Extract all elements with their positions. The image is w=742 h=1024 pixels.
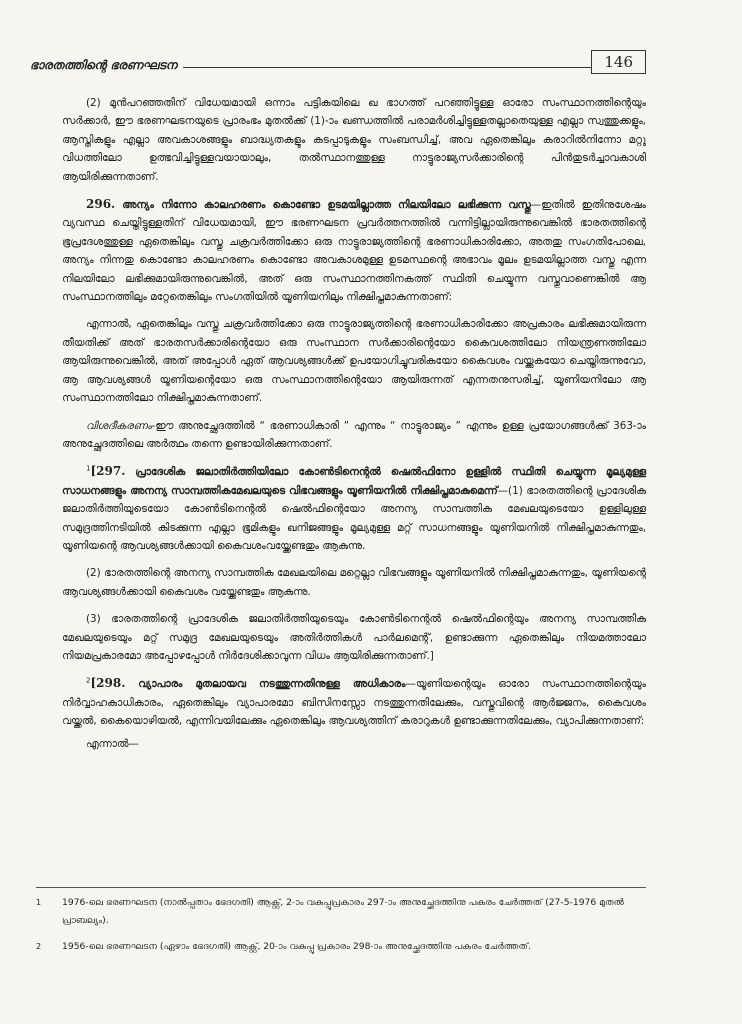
page-number: 146	[591, 50, 646, 74]
footnote-mark: 2	[36, 942, 42, 951]
section-297	[62, 462, 646, 555]
section-297-clause-3	[62, 610, 646, 665]
section-text: —ഇതിൽ ഇതിനുശേഷം വ്യവസ്ഥ ചെയ്തിട്ടുള്ളതിന് വിധേയമായി, ഈ ഭരണഘടന പ്രവർത്തനത്തിൽ വന്നിട്ടില്ലായിരുന്നുവെങ്കിൽ ഭാരതത്തിന്റെ ഭൂപ്രദേശത്തുള്ള ഏതെങ്കിലും വസ്തു ചക്രവർത്തിക്കോ ഒരു നാട്ടുരാജ്യത്തിന്റെ ഭരണാധികാരിക്കോ, അതതു സംഗതിപോലെ, അന്യം നിന്നതു കൊണ്ടോ കാലഹരണം കൊണ്ടോ അവകാശമുള്ള ഉടമസ്ഥന്റെ അഭാവം മൂലം ഉടമയില്ലാത്ത വസ്തു എന്ന നിലയിലോ ലഭിക്കുമായിരുന്നുവെങ്കിൽ, അത് ഒരു സംസ്ഥാനത്തിനകത്ത് സ്ഥിതി ചെയ്യുന്ന വസ്തുവാണെങ്കിൽ ആ സംസ്ഥാനത്തിലും മറ്റേതെങ്കിലും സംഗതിയിൽ യൂണിയനിലും നിക്ഷിപ്തമാകുന്നതാണ്:	[62, 199, 646, 304]
header-rule	[183, 67, 646, 68]
section-number: [297.	[90, 464, 126, 479]
section-heading: അന്യം നിന്നോ കാലഹരണം കൊണ്ടോ ഉടമയില്ലാത്ത നിലയിലോ ലഭിക്കുന്ന വസ്തു	[122, 199, 531, 212]
section-number: [298.	[90, 676, 126, 691]
section-heading: വ്യാപാരം മുതലായവ നടത്തുന്നതിനുള്ള അധികാരം	[138, 678, 406, 691]
section-296	[62, 195, 646, 306]
clause-text: മുൻപറഞ്ഞതിന് വിധേയമായി ഒന്നാം പട്ടികയിലെ ഖ ഭാഗത്ത് പറഞ്ഞിട്ടുള്ള ഓരോ സംസ്ഥാനത്തിന്റെയും സർക്കാർ, ഈ ഭരണഘടനയുടെ പ്രാരംഭം മുതൽക്ക് (1)-ാം ഖണ്ഡത്തിൽ പരാമർശിച്ചിട്ടുള്ളതല്ലാതെയുള്ള എല്ലാ സ്വത്തുക്കളും, ആസ്തികളും എല്ലാ അവകാശങ്ങളും ബാദ്ധ്യതകളും കടപ്പാടുകളും സംബന്ധിച്ച്, അവ ഏതെങ്കിലും കരാറിൽനിന്നോ മറ്റു വിധത്തിലോ ഉത്ഭവിച്ചിട്ടുള്ളവയായാലും, തൽസ്ഥാനത്തുള്ള നാട്ടുരാജ്യസർക്കാരിന്റെ പിൻതുടർച്ചാവകാശി ആയിരിക്കുന്നതാണ്.	[62, 97, 646, 183]
footnote-ref: 2	[86, 676, 91, 685]
footnotes	[36, 894, 646, 964]
footnote-mark: 1	[36, 898, 42, 907]
clause-number: (2)	[86, 97, 101, 109]
section-298-proviso: എന്നാൽ—	[86, 737, 139, 750]
explanation	[62, 417, 646, 454]
section-text: —(1) ഭാരതത്തിന്റെ പ്രാദേശിക ജലാതിർത്തിയുടെയോ കോൺടിനെന്റൽ ഷെൽഫിന്റെയോ അനന്യ സാമ്പത്തിക മേഖലയുടെയോ ഉള്ളിലുള്ള സമുദ്രത്തിനടിയിൽ കിടക്കുന്ന എല്ലാ ഭൂമികളും ഖനിജങ്ങളും മൂല്യമുള്ള മറ്റ് സാധനങ്ങളും യൂണിയനിൽ നിക്ഷിപ്തമാകുന്നതും, യൂണിയന്റെ ആവശ്യങ്ങൾക്കായി കൈവശംവയ്ക്കേണ്ടതും ആകുന്നു.	[62, 484, 646, 552]
explanation-label: വിശദീകരണം	[86, 419, 152, 432]
page-body	[62, 94, 646, 753]
footnote-rule	[36, 887, 646, 888]
paragraph-clause-2	[62, 94, 646, 186]
footnote-ref: 1	[86, 464, 91, 473]
section-296-proviso: എന്നാൽ, ഏതെങ്കിലും വസ്തു ചക്രവർത്തിക്കോ ഒരു നാട്ടുരാജ്യത്തിന്റെ ഭരണാധികാരിക്കോ അപ്രകാരം ലഭിക്കുമായിരുന്ന തീയതിക്ക് അത് ഭാരതസർക്കാരിന്റെയോ ഒരു സംസ്ഥാന സർക്കാരിന്റെയോ കൈവശത്തിലോ നിയന്ത്രണത്തിലോ ആയിരുന്നുവെങ്കിൽ, അത് അപ്പോൾ ഏത് ആവശ്യങ്ങൾക്ക് ഉപയോഗിച്ചുവരികയോ കൈവശം വയ്ക്കുകയോ ചെയ്തിരുന്നുവോ, ആ ആവശ്യങ്ങൾ യൂണിയന്റെയോ ഒരു സംസ്ഥാനത്തിന്റെയോ ആയിരുന്നത് എന്നതനുസരിച്ച്, യൂണിയനിലോ ആ സംസ്ഥാനത്തിലോ നിക്ഷിപ്തമാകുന്നതാണ്.	[62, 318, 646, 405]
section-297-clause-2	[62, 564, 646, 601]
section-text: —യൂണിയന്റെയും ഓരോ സംസ്ഥാനത്തിന്റെയും നിർവ്വാഹകാധികാരം, ഏതെങ്കിലും വ്യാപാരമോ ബിസിനസ്സോ നടത്തുന്നതിലേക്കും, വസ്തുവിന്റെ ആർജ്ജനം, കൈവശം വയ്ക്കൽ, കൈയൊഴിയൽ, എന്നിവയിലേക്കും ഏതെങ്കിലും ആവശ്യത്തിന് കരാറുകൾ ഉണ്ടാക്കുന്നതിലേക്കും, വ്യാപിക്കുന്നതാണ്:	[62, 678, 646, 728]
section-heading: പ്രാദേശിക ജലാതിർത്തിയിലോ കോൺടിനെന്റൽ ഷെൽഫിനോ ഉള്ളിൽ സ്ഥിതി ചെയ്യുന്ന മൂല്യമുള്ള സാധനങ്ങളും അനന്യ സാമ്പത്തികമേഖലയുടെ വിഭവങ്ങളും യൂണിയനിൽ നിക്ഷിപ്തമാകുമെന്ന്	[62, 466, 646, 497]
clause-text: ഭാരതത്തിന്റെ അനന്യ സാമ്പത്തിക മേഖലയിലെ മറ്റെല്ലാ വിഭവങ്ങളും യൂണിയനിൽ നിക്ഷിപ്തമാകുന്നതും, യൂണിയന്റെ ആവശ്യങ്ങൾക്കായി കൈവശം വയ്ക്കേണ്ടതും ആകുന്നു.	[62, 567, 646, 598]
footnote-text: 1976-ലെ ഭരണഘടന (നാൽപ്പതാം ഭേദഗതി) ആക്റ്റ്, 2-ാം വകുപ്പുപ്രകാരം 297-ാം അനുച്ഛേദത്തിനു പകരം ചേർത്തത് (27-5-1976 മുതൽ പ്രാബല്യം).	[62, 897, 624, 926]
section-298	[62, 674, 646, 730]
footnote-text: 1956-ലെ ഭരണഘടന (ഏഴാം ഭേദഗതി) ആക്റ്റ്, 20-ാം വകുപ്പു പ്രകാരം 298-ാം അനുച്ഛേദത്തിനു പകരം ചേർത്തത്.	[62, 941, 532, 952]
footnote-item	[36, 894, 646, 930]
running-title: ഭാരതത്തിന്റെ ഭരണഘടന	[30, 58, 177, 72]
page-header	[30, 58, 646, 73]
clause-number: (2)	[86, 567, 101, 580]
footnote-item	[36, 938, 646, 956]
section-number: 296.	[86, 197, 116, 212]
explanation-text: -ഈ അനുച്ഛേദത്തിൽ “ ഭരണാധികാരി ” എന്നും “ നാട്ടുരാജ്യം ” എന്നും ഉള്ള പ്രയോഗങ്ങൾക്ക് 363-ാം അനുച്ഛേദത്തിലെ അർത്ഥം തന്നെ ഉണ്ടായിരിക്കുന്നതാണ്.	[62, 419, 646, 450]
clause-text: ഭാരതത്തിന്റെ പ്രാദേശിക ജലാതിർത്തിയുടെയും കോൺടിനെന്റൽ ഷെൽഫിന്റെയും അനന്യ സാമ്പത്തിക മേഖലയുടെയും മറ്റ് സമുദ്ര മേഖലയുടെയും അതിർത്തികൾ പാർലമെന്റ്, ഉണ്ടാക്കുന്ന ഏതെങ്കിലും നിയമത്താലോ നിയമപ്രകാരമോ അപ്പോഴപ്പോൾ നിർദേശിക്കാവുന്ന വിധം ആയിരിക്കുന്നതാണ്.]	[62, 613, 646, 662]
clause-number: (3)	[86, 613, 101, 626]
